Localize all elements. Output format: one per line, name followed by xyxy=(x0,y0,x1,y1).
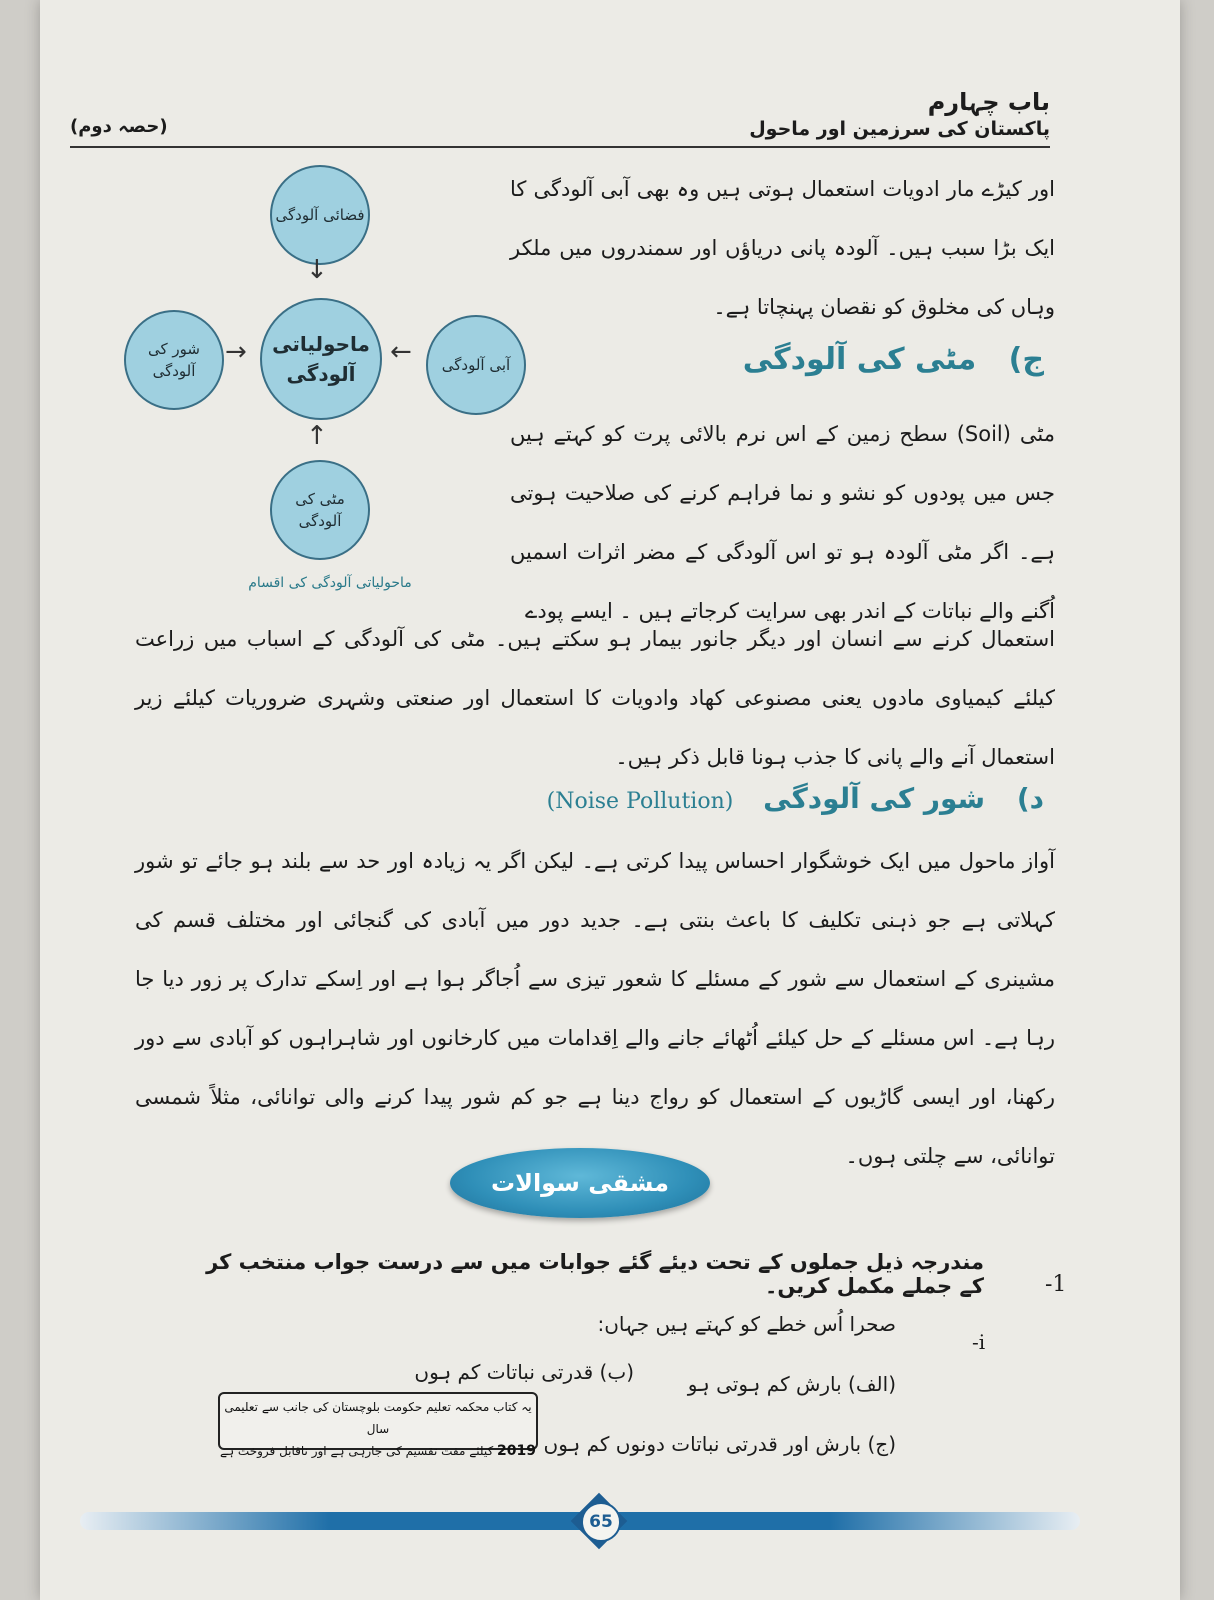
diagram-caption: ماحولیاتی آلودگی کی اقسام xyxy=(248,575,412,591)
section-noise-title: شور کی آلودگی xyxy=(763,782,986,815)
section-soil-title: مٹی کی آلودگی xyxy=(742,342,977,377)
sub-question-text: صحرا اُس خطے کو کہتے ہیں جہاں: xyxy=(597,1312,896,1336)
notice-line-2-text: کیلئے مفت تقسیم کی جارہی ہے اور ناقابل فروخت ہے xyxy=(220,1444,494,1458)
arrow-down-icon: ↓ xyxy=(306,255,328,285)
option-c: (ج) بارش اور قدرتی نباتات دونوں کم ہوں xyxy=(543,1432,896,1456)
notice-line-2 xyxy=(220,1440,536,1462)
intro-paragraph: اور کیڑے مار ادویات استعمال ہوتی ہیں وہ بھی آبی آلودگی کا ایک بڑا سبب ہیں۔ آلودہ پانی دریاؤں اور سمندروں میں ملکر وہاں کی مخلوق کو نقصان پہنچاتا ہے۔ xyxy=(510,177,1055,319)
free-distribution-notice xyxy=(218,1392,538,1459)
question-number: -1 xyxy=(1045,1272,1067,1297)
book-title-text: پاکستان کی سرزمین اور ماحول xyxy=(749,118,1050,140)
section-noise-marker: د) xyxy=(1016,782,1044,815)
book-title xyxy=(650,118,1050,140)
page-number: 65 xyxy=(581,1502,621,1542)
diagram-node-water: آبی آلودگی xyxy=(426,315,526,415)
noise-paragraph: آواز ماحول میں ایک خوشگوار احساس پیدا کرتی ہے۔ لیکن اگر یہ زیادہ اور حد سے بلند ہو جائے تو شور کہلاتی ہے جو ذہنی تکلیف کا باعث بنتی ہے۔ جدید دور میں آبادی کی گنجائی اور مختلف قسم کی مشینری کے استعمال سے شور کے مسئلے کا شعور تیزی سے اُجاگر ہوا ہے اور اِسکے تدارک پر زور دیا جا رہا ہے۔ اس مسئلے کے حل کیلئے اُٹھائے جانے والے اِقدامات میں کارخانوں اور شاہراہوں کو آبادی سے دور رکھنا، اور ایسی گاڑیوں کے استعمال کو رواج دینا ہے جو کم شور پیدا کرنے والی توانائی، مثلاً شمسی توانائی، سے چلتی ہوں۔ xyxy=(135,849,1055,1168)
arrow-up-icon: ↑ xyxy=(306,421,328,451)
diagram-node-soil: مٹی کی آلودگی xyxy=(270,460,370,560)
section-soil-marker: ج) xyxy=(1008,342,1044,377)
notice-line-1: یہ کتاب محکمہ تعلیم حکومت بلوچستان کی جانب سے تعلیمی سال xyxy=(224,1400,532,1436)
option-a: (الف) بارش کم ہوتی ہو xyxy=(687,1372,896,1396)
header-divider xyxy=(70,146,1050,148)
question-instruction: مندرجہ ذیل جملوں کے تحت دیئے گئے جوابات میں سے درست جواب منتخب کر کے جملے مکمل کریں۔ xyxy=(206,1250,984,1298)
diagram-node-center: ماحولیاتی آلودگی xyxy=(260,298,382,420)
section-noise-heading xyxy=(547,782,1044,815)
arrow-right-icon: → xyxy=(225,337,247,367)
soil-paragraph-narrow: مٹی (Soil) سطح زمین کے اس نرم بالائی پرت کو کہتے ہیں جس میں پودوں کو نشو و نما فراہم کرنے کی صلاحیت ہوتی ہے۔ اگر مٹی آلودہ ہو تو اس آلودگی کے مضر اثرات اسمیں اُگنے والے نباتات کے اندر بھی سرایت کرجاتے ہیں ۔ ایسے پودے xyxy=(510,422,1055,623)
exercise-badge: مشقی سوالات xyxy=(450,1148,710,1218)
soil-paragraph-wide: استعمال کرنے سے انسان اور دیگر جانور بیمار ہو سکتے ہیں۔ مٹی کی آلودگی کے اسباب میں زراعت کیلئے کیمیاوی مادوں یعنی مصنوعی کھاد وادویات کا استعمال اور صنعتی وشہری ضروریات کیلئے زیر استعمال آنے والے پانی کا جذب ہونا قابل ذکر ہیں۔ xyxy=(135,627,1055,769)
sub-question-number: -i xyxy=(972,1330,986,1354)
diagram-node-noise: شور کی آلودگی xyxy=(124,310,224,410)
notice-year: 2019 xyxy=(497,1443,536,1459)
pollution-types-diagram xyxy=(80,165,540,615)
diagram-node-air: فضائی آلودگی xyxy=(270,165,370,265)
option-b: (ب) قدرتی نباتات کم ہوں xyxy=(414,1360,634,1384)
page-header xyxy=(70,88,1050,150)
chapter-label: باب چہارم xyxy=(927,88,1050,116)
page-number-badge xyxy=(573,1497,625,1545)
arrow-left-icon: ← xyxy=(390,337,412,367)
section-noise-english-title: (Noise Pollution) xyxy=(546,789,734,814)
book-part: (حصہ دوم) xyxy=(70,116,168,137)
section-soil-heading xyxy=(743,342,1044,377)
